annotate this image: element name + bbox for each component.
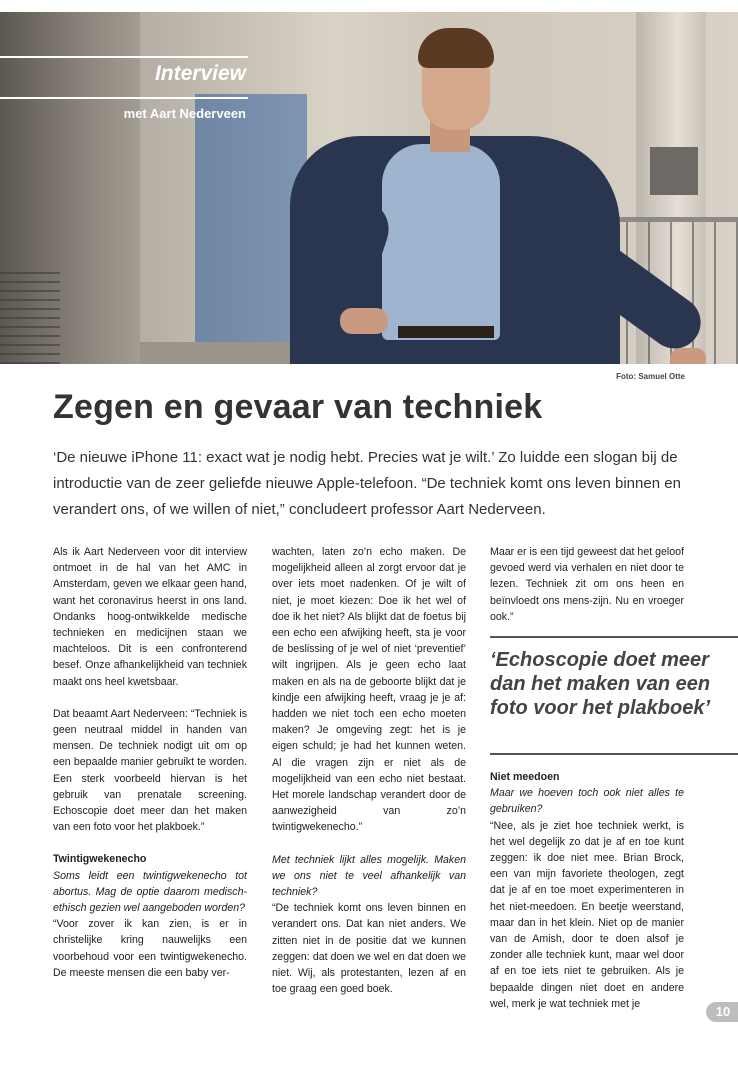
pullquote-rule-top	[490, 636, 738, 638]
person-shirt	[382, 144, 500, 340]
photo-credit: Foto: Samuel Otte	[616, 372, 685, 381]
interview-question: Maar we hoeven toch ook niet alles te gebruiken?	[490, 787, 684, 816]
section-label: Interview	[154, 62, 246, 85]
paragraph: wachten, laten zo’n echo maken. De mogelijkheid alleen al zorgt ervoor dat je over iets moet nadenken. Of je wilt of niet, je moet kiezen: Doe ik het wel of doe ik het niet? Als blijkt dat de foetus bij een echo een afwijking heeft, sta je voor de beslissing of je wel of niet ‘preventief’ wilt ingrijpen. Als je geen echo laat maken en als na de geboorte blijkt dat je kindje een afwijking heeft, vraag je je af: hadden we niet toch een echo moeten maken? Je omgeving zegt: het is je eigen schuld; je had het kunnen weten. Al die vragen zijn er niet als de mogelijkheid van een echo niet bestaat. Het morele landschap verandert door de aanwezigheid van zo’n twintigwekenecho.”	[272, 546, 466, 834]
subheading: Niet meedoen	[490, 771, 560, 783]
article-intro: ‘De nieuwe iPhone 11: exact wat je nodig hebt. Precies wat je wilt.’ Zo luidde een slogan bij de introductie van de zeer geliefde nieuwe Apple-telefoon. “De techniek komt ons leven binnen en verandert ons, of we willen of niet,” concludeert professor Aart Nederveen.	[53, 449, 681, 518]
column-3-top	[490, 544, 684, 625]
interview-question: Met techniek lijkt alles mogelijk. Maken we ons niet te veel afhankelijk van techniek?	[272, 853, 466, 899]
pullquote: ‘Echoscopie doet meer dan het maken van een foto voor het plakboek’	[490, 649, 711, 719]
column-2	[272, 544, 466, 997]
label-rule-bottom	[0, 97, 248, 99]
paragraph: Maar er is een tijd geweest dat het geloof gevoed werd via verhalen en niet door te lezen. Techniek zit om ons heen en beïnvloedt ons mens-zijn. Nu en vroeger ook.”	[490, 546, 684, 623]
subheading: Twintigwekenecho	[53, 853, 147, 866]
column-3-bottom	[490, 769, 684, 1012]
person-belt	[398, 326, 494, 338]
paragraph: Dat beaamt Aart Nederveen: “Techniek is geen neutraal middel in handen van mensen. De techniek nodigt uit om op een bepaalde manier gebruikt te worden. Een sterk voorbeeld hiervan is het gebruik van prenatale screening. Echoscopie doet meer dan het maken van een foto voor het plakboek.”	[53, 707, 247, 834]
article-headline: Zegen en gevaar van techniek	[53, 388, 543, 426]
label-rule-top	[0, 56, 248, 58]
section-sublabel: met Aart Nederveen	[123, 106, 246, 121]
pullquote-rule-bottom	[490, 753, 738, 755]
paragraph: “Voor zover ik kan zien, is er in christelijke kring nauwelijks een voorbehoud voor een twintigwekenecho. De meeste mensen die een baby ver-	[53, 918, 247, 979]
photo-grate	[0, 267, 60, 364]
column-1	[53, 544, 247, 981]
page-number: 10	[706, 1002, 738, 1022]
paragraph: “De techniek komt ons leven binnen en verandert ons. Dat kan niet anders. We zitten niet in de positie dat we kunnen zeggen: dat doen we wel en dat doen we niet. Wij, als protestanten, lezen af en toe graag een goed boek.	[272, 902, 466, 996]
person-left-hand	[340, 308, 388, 334]
paragraph: “Nee, als je ziet hoe techniek werkt, is het wel degelijk zo dat je af en toe kunt zeggen: ik doe niet mee. Brian Brock, een van mijn favoriete theologen, zegt dat je af en toe moet experimenteren in het niet-meedoen. En beetje weerstand, maar dan in het klein. Niet op de manier van de Amish, door te doen alsof je zonder alle techniek kunt, maar wel door af en toe iets niet te gebruiken. Als je bepaalde dingen niet doet en andere wel, merk je wat techniek met je	[490, 819, 684, 1010]
person-hair	[418, 28, 494, 68]
paragraph: Als ik Aart Nederveen voor dit interview ontmoet in de hal van het AMC in Amsterdam, geven we elkaar geen hand, want het coronavirus heerst in ons land. Ondanks hoog-ontwikkelde medische technieken en medicijnen staan we machteloos. Dit is een confronterend besef. Onze afhankelijkheid van techniek maakt ons heel kwetsbaar.	[53, 546, 247, 688]
interview-question: Soms leidt een twintigwekenecho tot abortus. Mag de optie daarom medisch-ethisch gezien wel aangeboden worden?	[53, 869, 247, 915]
person-right-hand	[670, 348, 706, 364]
person-figure	[250, 26, 720, 364]
